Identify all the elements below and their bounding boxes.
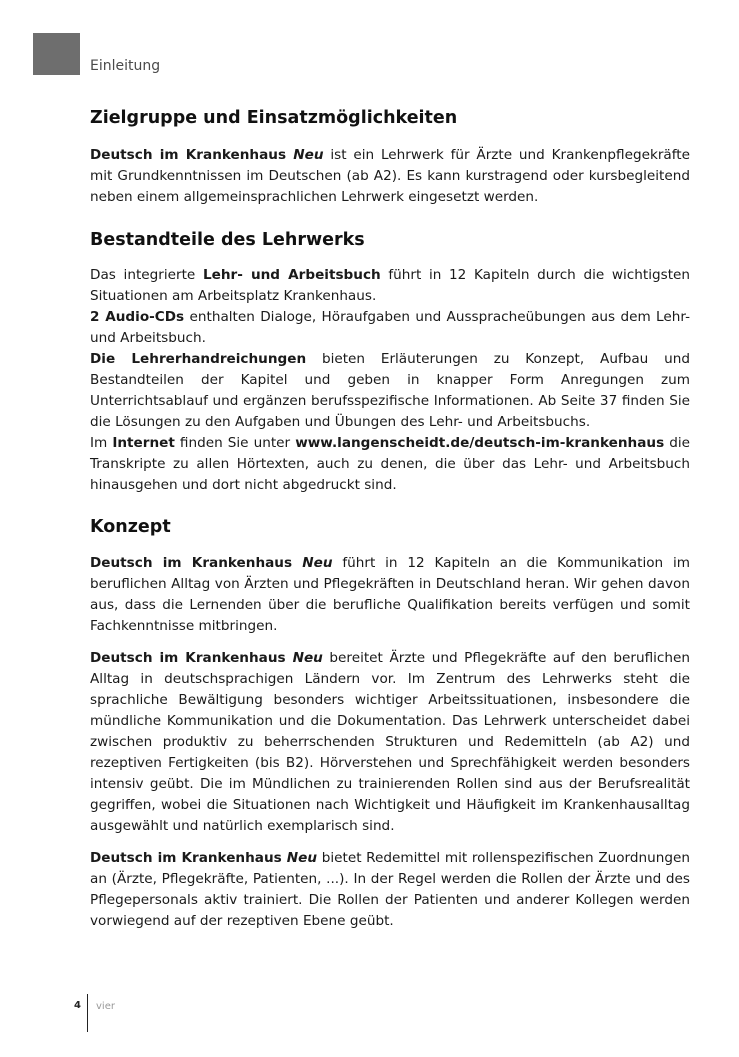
heading-konzept: Konzept xyxy=(90,517,171,537)
heading-bestandteile: Bestandteile des Lehrwerks xyxy=(90,230,365,250)
paragraph-konzept-3: Deutsch im Krankenhaus Neu bietet Redemittel mit rollenspezifischen Zuordnungen an (Ärzte, Pflegekräfte, Patienten, ...). In der Regel werden die Rollen der Ärzte und des Pflegepersonals aktiv trainiert. Die Rollen der Patienten und anderer Kollegen werden vorwiegend auf der rezeptiven Ebene geübt. xyxy=(90,850,690,929)
paragraph-konzept-2: Deutsch im Krankenhaus Neu bereitet Ärzte und Pflegekräfte auf den beruflichen Alltag in deutschsprachigen Ländern vor. Im Zentrum des Lehrwerks steht die sprachliche Bewältigung besonders wichtiger Arbeitssituationen, insbesondere die mündliche Kommunikation und die Dokumentation. Das Lehrwerk unterscheidet dabei zwischen produktiv zu beherrschenden Strukturen und Redemitteln (ab A2) und rezeptiven Fertigkeiten (bis B2). Hörverstehen und Sprechfähigkeit werden besonders intensiv geübt. Die im Mündlichen zu trainierenden Rollen sind aus der Berufsrealität gegriffen, wobei die Situationen nach Wichtigkeit und Häufigkeit im Krankenhausalltag ausgewählt und natürlich exemplarisch sind. xyxy=(90,650,690,834)
chapter-tab-marker xyxy=(33,33,80,75)
heading-zielgruppe: Zielgruppe und Einsatzmöglichkeiten xyxy=(90,108,458,128)
paragraph-konzept-1: Deutsch im Krankenhaus Neu führt in 12 Kapiteln an die Kommunikation im beruflichen Alltag von Ärzten und Pflegekräften in Deutschland heran. Wir gehen davon aus, dass die Lernenden über die berufliche Qualifikation bereits verfügen und somit Fachkenntnisse mitbringen. xyxy=(90,555,690,634)
paragraph-lehrerhandreichungen: Die Lehrerhandreichungen bieten Erläuterungen zu Konzept, Aufbau und Bestandteilen der Kapitel und geben in knapper Form Anregungen zum Unterrichtsablauf und ergänzen berufsspezifische Informationen. Ab Seite 37 finden Sie die Lösungen zu den Aufgaben und Übungen des Lehr- und Arbeitsbuchs. xyxy=(90,351,690,430)
website-link: www.langenscheidt.de/deutsch-im-krankenhaus xyxy=(295,435,665,451)
paragraph-audio-cds: 2 Audio-CDs enthalten Dialoge, Höraufgaben und Ausspracheübungen aus dem Lehr- und Arbeitsbuch. xyxy=(90,309,690,346)
footer-divider xyxy=(87,994,88,1032)
page-number: 4 xyxy=(74,1000,81,1011)
paragraph-zielgruppe: Deutsch im Krankenhaus Neu ist ein Lehrwerk für Ärzte und Krankenpflegekräfte mit Grundkenntnissen im Deutschen (ab A2). Es kann kurstragend oder kursbegleitend neben einem allgemeinsprachlichen Lehrwerk eingesetzt werden. xyxy=(90,147,690,205)
running-title: Einleitung xyxy=(90,58,161,74)
page-number-word: vier xyxy=(96,1001,115,1012)
paragraph-internet: Im Internet finden Sie unter www.langenscheidt.de/deutsch-im-krankenhaus die Transkripte zu allen Hörtexten, auch zu denen, die über das Lehr- und Arbeitsbuch hinausgehen und dort nicht abgedruckt sind. xyxy=(90,435,690,493)
paragraph-lehrbuch: Das integrierte Lehr- und Arbeitsbuch führt in 12 Kapiteln durch die wichtigsten Situationen am Arbeitsplatz Krankenhaus. xyxy=(90,267,691,304)
